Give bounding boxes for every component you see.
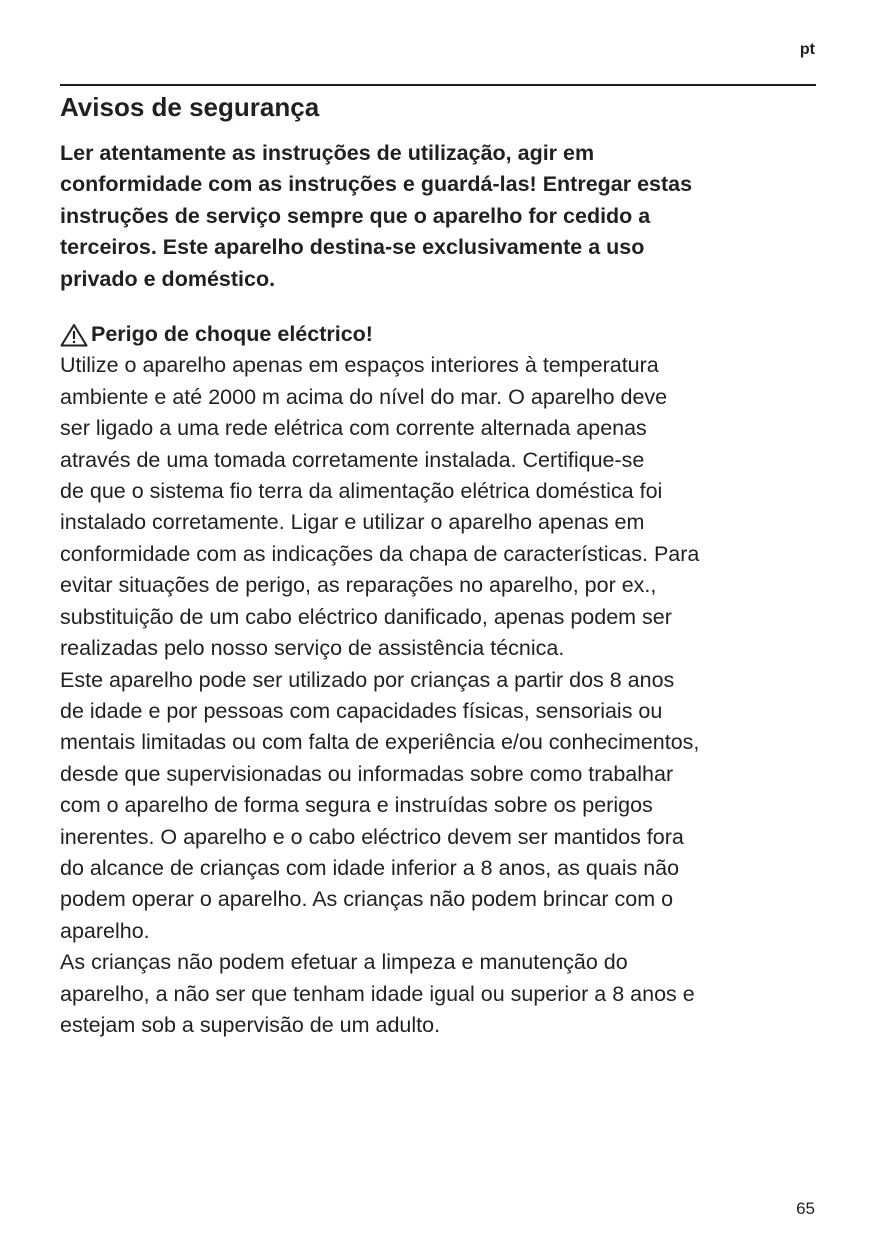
warning-body (60, 350, 820, 1041)
warning-heading-text: Perigo de choque eléctrico! (91, 322, 373, 347)
body-line: estejam sob a supervisão de um adulto. (60, 1012, 441, 1037)
page-number: 65 (796, 1199, 815, 1218)
body-line: realizadas pelo nosso serviço de assistência técnica. (60, 636, 565, 661)
body-line: inerentes. O aparelho e o cabo eléctrico devem ser mantidos fora (60, 824, 684, 849)
body-line: aparelho. (60, 918, 150, 943)
body-line: Este aparelho pode ser utilizado por crianças a partir dos 8 anos (60, 667, 675, 692)
intro-line: Ler atentamente as instruções de utilização, agir em (60, 141, 595, 165)
intro-line: instruções de serviço sempre que o aparelho for cedido a (60, 203, 651, 228)
header-rule (60, 84, 816, 86)
intro-paragraph (60, 138, 820, 295)
body-line: podem operar o aparelho. As crianças não podem brincar com o (60, 887, 674, 912)
body-line: ser ligado a uma rede elétrica com corrente alternada apenas (60, 416, 647, 441)
body-line: desde que supervisionadas ou informadas sobre como trabalhar (60, 761, 674, 786)
body-line: As crianças não podem efetuar a limpeza e manutenção do (60, 950, 628, 975)
body-line: do alcance de crianças com idade inferior a 8 anos, as quais não (60, 855, 680, 880)
body-line: com o aparelho de forma segura e instruídas sobre os perigos (60, 793, 653, 818)
body-line: instalado corretamente. Ligar e utilizar o aparelho apenas em (60, 510, 645, 535)
language-tag: pt (799, 41, 815, 58)
body-line: ambiente e até 2000 m acima do nível do mar. O aparelho deve (60, 384, 668, 409)
body-line: de idade e por pessoas com capacidades físicas, sensoriais ou (60, 698, 663, 723)
warning-heading (60, 319, 820, 350)
intro-line: privado e doméstico. (60, 266, 276, 291)
body-line: evitar situações de perigo, as reparações no aparelho, por ex., (60, 573, 657, 598)
body-line: substituição de um cabo eléctrico danificado, apenas podem ser (60, 604, 672, 629)
section-title: Avisos de segurança (60, 92, 320, 122)
body-line: aparelho, a não ser que tenham idade igual ou superior a 8 anos e (60, 981, 695, 1006)
body-line: de que o sistema fio terra da alimentação elétrica doméstica foi (60, 479, 663, 504)
body-line: Utilize o aparelho apenas em espaços interiores à temperatura (60, 353, 659, 378)
body-line: conformidade com as indicações da chapa de características. Para (60, 541, 700, 566)
warning-triangle-icon (60, 323, 88, 347)
intro-line: terceiros. Este aparelho destina-se exclusivamente a uso (60, 235, 645, 260)
intro-line: conformidade com as instruções e guardá-las! Entregar estas (60, 172, 693, 197)
body-line: através de uma tomada corretamente instalada. Certifique-se (60, 447, 645, 472)
page-content (60, 88, 820, 1041)
body-line: mentais limitadas ou com falta de experiência e/ou conhecimentos, (60, 730, 700, 755)
